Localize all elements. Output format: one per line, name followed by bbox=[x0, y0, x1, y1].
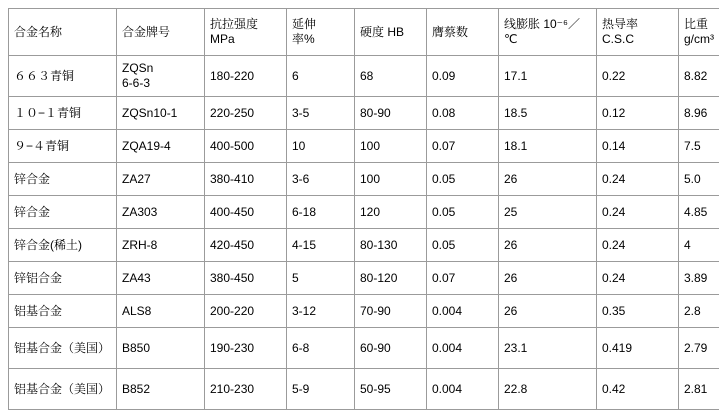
cell-elongation-text: 3-6 bbox=[292, 171, 310, 186]
cell-elongation bbox=[287, 295, 355, 328]
cell-thermal-conductivity-text: 0.24 bbox=[602, 237, 626, 252]
cell-elongation bbox=[287, 130, 355, 163]
column-header-friction-coefficient bbox=[427, 9, 499, 56]
cell-hardness-text: 80-90 bbox=[360, 105, 391, 120]
column-header-density bbox=[679, 9, 719, 56]
cell-alloy-grade-line1: ALS8 bbox=[122, 303, 152, 318]
column-header-elongation bbox=[287, 9, 355, 56]
cell-alloy-name-text: ９−４青铜 bbox=[14, 138, 70, 153]
cell-tensile-strength-text: 400-450 bbox=[210, 204, 255, 219]
cell-alloy-grade-line1: B850 bbox=[122, 340, 151, 355]
cell-thermal-expansion-text: 26 bbox=[504, 270, 518, 285]
table-row bbox=[9, 262, 719, 295]
cell-alloy-grade-line1: ZQA19-4 bbox=[122, 138, 171, 153]
cell-alloy-grade-line1: ZRH-8 bbox=[122, 237, 158, 252]
cell-alloy-name-text: 铝基合金（美国） bbox=[14, 381, 111, 396]
cell-alloy-grade-line1: ZA43 bbox=[122, 270, 151, 285]
cell-alloy-grade bbox=[117, 328, 205, 369]
cell-alloy-grade bbox=[117, 163, 205, 196]
cell-density-text: 4 bbox=[684, 237, 691, 252]
column-header-tensile-strength bbox=[205, 9, 287, 56]
cell-hardness bbox=[355, 130, 427, 163]
cell-alloy-grade-line1: ZQSn bbox=[122, 61, 154, 75]
cell-tensile-strength-text: 200-220 bbox=[210, 303, 255, 318]
cell-tensile-strength-text: 220-250 bbox=[210, 105, 255, 120]
cell-alloy-name bbox=[9, 196, 117, 229]
header-sub-text: C.S.C bbox=[602, 32, 635, 46]
cell-tensile-strength-text: 400-500 bbox=[210, 138, 255, 153]
cell-friction-coefficient bbox=[427, 229, 499, 262]
cell-hardness bbox=[355, 295, 427, 328]
cell-alloy-name bbox=[9, 295, 117, 328]
cell-tensile-strength-text: 210-230 bbox=[210, 381, 255, 396]
cell-thermal-expansion bbox=[499, 163, 597, 196]
cell-elongation bbox=[287, 229, 355, 262]
cell-density bbox=[679, 130, 719, 163]
cell-elongation bbox=[287, 97, 355, 130]
cell-elongation-text: 4-15 bbox=[292, 237, 317, 252]
cell-elongation bbox=[287, 369, 355, 410]
cell-alloy-name-text: 铝基合金 bbox=[14, 303, 63, 318]
cell-alloy-grade bbox=[117, 295, 205, 328]
cell-elongation-text: 6-18 bbox=[292, 204, 317, 219]
cell-hardness bbox=[355, 97, 427, 130]
cell-density bbox=[679, 56, 719, 97]
cell-hardness-text: 68 bbox=[360, 68, 374, 83]
cell-density-text: 7.5 bbox=[684, 138, 701, 153]
header-row bbox=[9, 9, 719, 56]
cell-thermal-expansion-text: 17.1 bbox=[504, 68, 528, 83]
cell-thermal-expansion bbox=[499, 295, 597, 328]
cell-friction-coefficient-text: 0.05 bbox=[432, 237, 456, 252]
cell-elongation bbox=[287, 163, 355, 196]
cell-tensile-strength-text: 380-450 bbox=[210, 270, 255, 285]
cell-alloy-name-text: 锌合金(稀土) bbox=[14, 237, 82, 252]
cell-friction-coefficient-text: 0.08 bbox=[432, 105, 456, 120]
table-row bbox=[9, 56, 719, 97]
header-main-text: 延伸 bbox=[292, 17, 317, 31]
cell-tensile-strength bbox=[205, 196, 287, 229]
cell-thermal-conductivity-text: 0.12 bbox=[602, 105, 626, 120]
cell-thermal-conductivity bbox=[597, 328, 679, 369]
cell-density bbox=[679, 229, 719, 262]
cell-thermal-expansion bbox=[499, 229, 597, 262]
cell-hardness-text: 50-95 bbox=[360, 381, 391, 396]
cell-elongation-text: 5 bbox=[292, 270, 299, 285]
header-main-text: 硬度 HB bbox=[360, 24, 405, 39]
cell-alloy-name-text: １０−１青铜 bbox=[14, 105, 82, 120]
cell-alloy-grade-line1: B852 bbox=[122, 381, 151, 396]
cell-thermal-expansion-text: 26 bbox=[504, 303, 518, 318]
cell-hardness-text: 100 bbox=[360, 138, 381, 153]
cell-alloy-grade bbox=[117, 262, 205, 295]
cell-alloy-grade-line1: ZA303 bbox=[122, 204, 158, 219]
cell-thermal-expansion bbox=[499, 130, 597, 163]
cell-thermal-conductivity bbox=[597, 295, 679, 328]
cell-thermal-conductivity-text: 0.14 bbox=[602, 138, 626, 153]
cell-elongation-text: 6 bbox=[292, 68, 299, 83]
cell-alloy-name-text: 锌合金 bbox=[14, 204, 51, 219]
cell-tensile-strength-text: 190-230 bbox=[210, 340, 255, 355]
cell-thermal-expansion-text: 26 bbox=[504, 171, 518, 186]
cell-friction-coefficient-text: 0.07 bbox=[432, 270, 456, 285]
cell-friction-coefficient bbox=[427, 295, 499, 328]
cell-tensile-strength-text: 180-220 bbox=[210, 68, 255, 83]
cell-thermal-expansion bbox=[499, 262, 597, 295]
cell-tensile-strength bbox=[205, 130, 287, 163]
column-header-alloy-name bbox=[9, 9, 117, 56]
cell-elongation-text: 6-8 bbox=[292, 340, 310, 355]
alloy-properties-table bbox=[8, 8, 719, 410]
header-sub-text: 率% bbox=[292, 32, 315, 46]
cell-friction-coefficient-text: 0.004 bbox=[432, 303, 463, 318]
cell-friction-coefficient bbox=[427, 97, 499, 130]
cell-tensile-strength bbox=[205, 295, 287, 328]
cell-alloy-name bbox=[9, 97, 117, 130]
cell-density-text: 3.89 bbox=[684, 270, 708, 285]
cell-hardness bbox=[355, 229, 427, 262]
cell-thermal-conductivity-text: 0.24 bbox=[602, 204, 626, 219]
cell-hardness bbox=[355, 196, 427, 229]
cell-alloy-grade bbox=[117, 196, 205, 229]
cell-thermal-conductivity bbox=[597, 229, 679, 262]
header-main-text: 合金牌号 bbox=[122, 24, 171, 39]
cell-density-text: 5.0 bbox=[684, 171, 701, 186]
cell-elongation-text: 5-9 bbox=[292, 381, 310, 396]
cell-thermal-expansion-text: 26 bbox=[504, 237, 518, 252]
cell-elongation bbox=[287, 196, 355, 229]
cell-hardness-text: 70-90 bbox=[360, 303, 391, 318]
column-header-alloy-grade bbox=[117, 9, 205, 56]
cell-alloy-name bbox=[9, 369, 117, 410]
table-row bbox=[9, 130, 719, 163]
cell-hardness bbox=[355, 262, 427, 295]
cell-thermal-conductivity-text: 0.24 bbox=[602, 171, 626, 186]
cell-tensile-strength bbox=[205, 262, 287, 295]
cell-alloy-name-text: 铝基合金（美国） bbox=[14, 340, 111, 355]
table-header bbox=[9, 9, 719, 56]
cell-friction-coefficient-text: 0.05 bbox=[432, 171, 456, 186]
table-row bbox=[9, 163, 719, 196]
cell-thermal-expansion bbox=[499, 56, 597, 97]
cell-thermal-conductivity bbox=[597, 56, 679, 97]
cell-friction-coefficient-text: 0.09 bbox=[432, 68, 456, 83]
cell-density bbox=[679, 196, 719, 229]
cell-thermal-expansion bbox=[499, 369, 597, 410]
cell-alloy-name bbox=[9, 262, 117, 295]
cell-thermal-expansion bbox=[499, 97, 597, 130]
cell-hardness-text: 120 bbox=[360, 204, 381, 219]
cell-alloy-grade bbox=[117, 229, 205, 262]
cell-thermal-conductivity bbox=[597, 262, 679, 295]
cell-thermal-expansion bbox=[499, 328, 597, 369]
column-header-hardness bbox=[355, 9, 427, 56]
cell-thermal-conductivity-text: 0.35 bbox=[602, 303, 626, 318]
cell-density bbox=[679, 163, 719, 196]
cell-friction-coefficient bbox=[427, 369, 499, 410]
header-main-text: 比重 bbox=[684, 17, 709, 31]
cell-density-text: 2.8 bbox=[684, 303, 701, 318]
cell-tensile-strength bbox=[205, 163, 287, 196]
cell-elongation bbox=[287, 56, 355, 97]
cell-tensile-strength bbox=[205, 97, 287, 130]
column-header-thermal-conductivity bbox=[597, 9, 679, 56]
cell-alloy-name bbox=[9, 229, 117, 262]
cell-tensile-strength bbox=[205, 328, 287, 369]
cell-friction-coefficient bbox=[427, 163, 499, 196]
cell-tensile-strength bbox=[205, 369, 287, 410]
cell-hardness-text: 80-120 bbox=[360, 270, 398, 285]
cell-hardness bbox=[355, 163, 427, 196]
cell-friction-coefficient bbox=[427, 130, 499, 163]
cell-hardness bbox=[355, 328, 427, 369]
cell-friction-coefficient-text: 0.05 bbox=[432, 204, 456, 219]
cell-tensile-strength bbox=[205, 229, 287, 262]
header-main-text: 抗拉强度 bbox=[210, 17, 259, 31]
cell-elongation bbox=[287, 328, 355, 369]
table-row bbox=[9, 196, 719, 229]
header-main-text: 线膨胀 10⁻⁶／ bbox=[504, 17, 580, 31]
cell-thermal-conductivity bbox=[597, 163, 679, 196]
cell-alloy-grade bbox=[117, 130, 205, 163]
cell-friction-coefficient bbox=[427, 328, 499, 369]
cell-hardness-text: 60-90 bbox=[360, 340, 391, 355]
cell-thermal-conductivity bbox=[597, 196, 679, 229]
table-row bbox=[9, 97, 719, 130]
cell-alloy-grade bbox=[117, 97, 205, 130]
cell-alloy-name bbox=[9, 163, 117, 196]
cell-friction-coefficient-text: 0.004 bbox=[432, 381, 463, 396]
cell-thermal-conductivity-text: 0.42 bbox=[602, 381, 626, 396]
header-main-text: 合金名称 bbox=[14, 24, 63, 39]
cell-thermal-conductivity-text: 0.22 bbox=[602, 68, 626, 83]
cell-alloy-name-text: ６６３青铜 bbox=[14, 68, 75, 83]
cell-alloy-name bbox=[9, 130, 117, 163]
cell-density-text: 4.85 bbox=[684, 204, 708, 219]
cell-elongation bbox=[287, 262, 355, 295]
cell-alloy-grade-line1: ZA27 bbox=[122, 171, 151, 186]
cell-hardness-text: 100 bbox=[360, 171, 381, 186]
cell-alloy-grade bbox=[117, 369, 205, 410]
cell-alloy-name-text: 锌合金 bbox=[14, 171, 51, 186]
cell-friction-coefficient bbox=[427, 196, 499, 229]
column-header-thermal-expansion bbox=[499, 9, 597, 56]
cell-density bbox=[679, 295, 719, 328]
cell-thermal-conductivity bbox=[597, 369, 679, 410]
header-sub-text: g/cm³ bbox=[684, 32, 714, 46]
cell-thermal-expansion-text: 18.1 bbox=[504, 138, 528, 153]
cell-density-text: 2.81 bbox=[684, 381, 708, 396]
header-main-text: 热导率 bbox=[602, 17, 639, 31]
table-row bbox=[9, 369, 719, 410]
cell-hardness bbox=[355, 56, 427, 97]
cell-elongation-text: 3-5 bbox=[292, 105, 310, 120]
cell-thermal-expansion bbox=[499, 196, 597, 229]
cell-friction-coefficient-text: 0.004 bbox=[432, 340, 463, 355]
cell-thermal-conductivity-text: 0.24 bbox=[602, 270, 626, 285]
table-body bbox=[9, 56, 719, 410]
header-sub-text: MPa bbox=[210, 32, 235, 46]
cell-density-text: 8.96 bbox=[684, 105, 708, 120]
cell-alloy-name bbox=[9, 56, 117, 97]
table-row bbox=[9, 295, 719, 328]
table-row bbox=[9, 229, 719, 262]
cell-thermal-expansion-text: 22.8 bbox=[504, 381, 528, 396]
header-sub-text: ℃ bbox=[504, 32, 518, 46]
cell-density bbox=[679, 262, 719, 295]
cell-density bbox=[679, 369, 719, 410]
cell-thermal-expansion-text: 18.5 bbox=[504, 105, 528, 120]
cell-density bbox=[679, 328, 719, 369]
cell-elongation-text: 10 bbox=[292, 138, 306, 153]
cell-thermal-expansion-text: 23.1 bbox=[504, 340, 528, 355]
cell-hardness-text: 80-130 bbox=[360, 237, 398, 252]
cell-elongation-text: 3-12 bbox=[292, 303, 317, 318]
cell-alloy-grade bbox=[117, 56, 205, 97]
cell-density-text: 8.82 bbox=[684, 68, 708, 83]
cell-friction-coefficient-text: 0.07 bbox=[432, 138, 456, 153]
cell-tensile-strength-text: 420-450 bbox=[210, 237, 255, 252]
cell-thermal-conductivity bbox=[597, 130, 679, 163]
cell-density-text: 2.79 bbox=[684, 340, 708, 355]
cell-friction-coefficient bbox=[427, 262, 499, 295]
cell-thermal-conductivity bbox=[597, 97, 679, 130]
cell-alloy-name bbox=[9, 328, 117, 369]
cell-density bbox=[679, 97, 719, 130]
cell-tensile-strength bbox=[205, 56, 287, 97]
cell-alloy-grade-line2: 6-6-3 bbox=[122, 76, 151, 90]
cell-thermal-conductivity-text: 0.419 bbox=[602, 340, 633, 355]
cell-friction-coefficient bbox=[427, 56, 499, 97]
cell-hardness bbox=[355, 369, 427, 410]
cell-tensile-strength-text: 380-410 bbox=[210, 171, 255, 186]
cell-alloy-grade-line1: ZQSn10-1 bbox=[122, 105, 178, 120]
cell-thermal-expansion-text: 25 bbox=[504, 204, 518, 219]
header-main-text: 膺蔡数 bbox=[432, 24, 469, 39]
cell-alloy-name-text: 锌铝合金 bbox=[14, 270, 63, 285]
table-row bbox=[9, 328, 719, 369]
